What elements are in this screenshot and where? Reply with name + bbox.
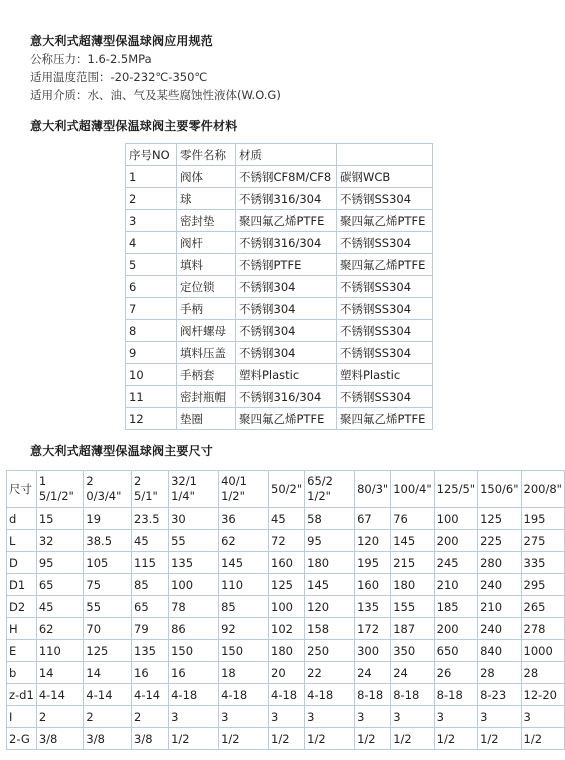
table-cell: 28	[521, 662, 564, 684]
table-cell: 4-18	[169, 684, 219, 706]
media-spec: 适用介质：水、油、气及某些腐蚀性液体(W.O.G)	[30, 88, 281, 102]
table-cell: 26	[434, 662, 477, 684]
table-cell: 垫圈	[177, 408, 236, 430]
table-cell: 300	[355, 640, 391, 662]
table-cell: 95	[305, 530, 355, 552]
table-cell: 4-14	[132, 684, 169, 706]
table-row	[126, 276, 433, 298]
table-cell: 50/2"	[269, 471, 305, 508]
table-cell: 92	[219, 618, 269, 640]
table-cell: 8-18	[391, 684, 434, 706]
table-cell: 85	[132, 574, 169, 596]
table-cell: 76	[391, 508, 434, 530]
table-cell: 3	[126, 210, 177, 232]
table-cell: 8	[126, 320, 177, 342]
table-row	[126, 320, 433, 342]
table-cell: 聚四氟乙烯PTFE	[337, 210, 433, 232]
table-cell: 200/8"	[521, 471, 564, 508]
table-cell: 158	[305, 618, 355, 640]
table-row	[7, 596, 565, 618]
table-cell: 78	[169, 596, 219, 618]
table-cell: 1 5/1/2"	[36, 471, 84, 508]
table-cell: 3	[219, 706, 269, 728]
table-row	[126, 166, 433, 188]
table-cell: 22	[305, 662, 355, 684]
table-cell: 4-18	[305, 684, 355, 706]
table-cell: 尺寸	[7, 471, 37, 508]
table-cell: 840	[478, 640, 521, 662]
table-cell: I	[7, 706, 37, 728]
table-cell: 125	[84, 640, 132, 662]
table-cell: 不锈钢SS304	[337, 188, 433, 210]
table-cell: 200	[434, 530, 477, 552]
table-cell: 不锈钢316/304	[236, 188, 337, 210]
table-cell: 手柄	[177, 298, 236, 320]
table-cell: 200	[434, 618, 477, 640]
table-cell: 4-14	[84, 684, 132, 706]
table-cell: 145	[391, 530, 434, 552]
table-row	[7, 530, 565, 552]
table-cell: 6	[126, 276, 177, 298]
table-cell: z-d1	[7, 684, 37, 706]
table-row	[7, 640, 565, 662]
table-cell: 135	[355, 596, 391, 618]
table-cell: 110	[36, 640, 84, 662]
table-cell: 不锈钢SS304	[337, 320, 433, 342]
table-row	[7, 618, 565, 640]
table-cell: 12-20	[521, 684, 564, 706]
table-cell: 250	[305, 640, 355, 662]
table-cell: 1/2	[355, 728, 391, 750]
table-cell: 36	[219, 508, 269, 530]
table-cell: 110	[219, 574, 269, 596]
table-cell: 手柄套	[177, 364, 236, 386]
table-cell: 67	[355, 508, 391, 530]
table-cell: 2-G	[7, 728, 37, 750]
table-cell: 2 0/3/4"	[84, 471, 132, 508]
table-cell: 不锈钢304	[236, 276, 337, 298]
table-cell: 1/2	[269, 728, 305, 750]
table-row	[7, 684, 565, 706]
table-cell: 不锈钢SS304	[337, 386, 433, 408]
table-cell	[337, 144, 433, 166]
table-cell: 16	[169, 662, 219, 684]
table-cell: 58	[305, 508, 355, 530]
table-cell: 20	[269, 662, 305, 684]
table-cell: 不锈钢SS304	[337, 232, 433, 254]
table-cell: 32/1 1/4"	[169, 471, 219, 508]
table-cell: 10	[126, 364, 177, 386]
table-cell: 38.5	[84, 530, 132, 552]
table-cell: 160	[269, 552, 305, 574]
table-cell: 65/2 1/2"	[305, 471, 355, 508]
table-cell: 2	[132, 706, 169, 728]
table-cell: 265	[521, 596, 564, 618]
table-cell: 阀体	[177, 166, 236, 188]
table-cell: D	[7, 552, 37, 574]
table-cell: 150	[169, 640, 219, 662]
table-cell: 45	[269, 508, 305, 530]
table-cell: 1/2	[478, 728, 521, 750]
table-cell: 30	[169, 508, 219, 530]
table-cell: 填料	[177, 254, 236, 276]
table-cell: 100	[269, 596, 305, 618]
dims-table	[6, 470, 565, 750]
table-cell: 4-14	[36, 684, 84, 706]
table-cell: E	[7, 640, 37, 662]
table-cell: 145	[219, 552, 269, 574]
table-cell: 3	[478, 706, 521, 728]
table-cell: 160	[355, 574, 391, 596]
parts-title: 意大利式超薄型保温球阀主要零件材料	[30, 119, 238, 133]
table-cell: 不锈钢304	[236, 342, 337, 364]
table-cell: 45	[36, 596, 84, 618]
table-cell: 不锈钢SS304	[337, 342, 433, 364]
table-cell: 65	[36, 574, 84, 596]
table-cell: 210	[434, 574, 477, 596]
table-cell: 不锈钢304	[236, 298, 337, 320]
table-cell: 155	[391, 596, 434, 618]
table-cell: 聚四氟乙烯PTFE	[236, 210, 337, 232]
table-cell: 14	[36, 662, 84, 684]
table-cell: 9	[126, 342, 177, 364]
dims-title: 意大利式超薄型保温球阀主要尺寸	[30, 444, 214, 458]
table-cell: 19	[84, 508, 132, 530]
table-cell: 3	[305, 706, 355, 728]
table-cell: 180	[391, 574, 434, 596]
spec-title: 意大利式超薄型保温球阀应用规范	[30, 34, 214, 48]
table-cell: 24	[391, 662, 434, 684]
table-row	[126, 298, 433, 320]
table-cell: 225	[478, 530, 521, 552]
table-cell: 4	[126, 232, 177, 254]
table-cell: 3	[169, 706, 219, 728]
table-cell: 72	[269, 530, 305, 552]
table-row	[7, 728, 565, 750]
table-cell: 28	[478, 662, 521, 684]
table-cell: H	[7, 618, 37, 640]
table-row	[7, 508, 565, 530]
table-cell: 135	[132, 640, 169, 662]
table-cell: 1/2	[434, 728, 477, 750]
table-cell: 215	[391, 552, 434, 574]
table-cell: 102	[269, 618, 305, 640]
table-cell: 65	[132, 596, 169, 618]
table-cell: 80/3"	[355, 471, 391, 508]
table-cell: 3	[355, 706, 391, 728]
table-cell: 150	[219, 640, 269, 662]
table-cell: 115	[132, 552, 169, 574]
table-cell: 32	[36, 530, 84, 552]
table-row	[7, 706, 565, 728]
table-cell: 75	[84, 574, 132, 596]
table-cell: 阀杆螺母	[177, 320, 236, 342]
table-cell: 不锈钢316/304	[236, 232, 337, 254]
table-cell: 密封垫	[177, 210, 236, 232]
table-cell: 45	[132, 530, 169, 552]
table-row	[7, 574, 565, 596]
temperature-spec: 适用温度范围：-20-232℃-350℃	[30, 70, 208, 84]
table-cell: 55	[169, 530, 219, 552]
table-cell: 62	[219, 530, 269, 552]
table-cell: 180	[269, 640, 305, 662]
table-cell: 1/2	[391, 728, 434, 750]
table-cell: 16	[132, 662, 169, 684]
table-cell: 1/2	[305, 728, 355, 750]
table-cell: 24	[355, 662, 391, 684]
table-cell: 210	[478, 596, 521, 618]
table-row	[126, 342, 433, 364]
table-cell: 不锈钢SS304	[337, 298, 433, 320]
table-cell: 23.5	[132, 508, 169, 530]
table-cell: 125/5"	[434, 471, 477, 508]
table-cell: 14	[84, 662, 132, 684]
table-row	[7, 662, 565, 684]
table-cell: 95	[36, 552, 84, 574]
table-cell: 245	[434, 552, 477, 574]
table-cell: 不锈钢CF8M/CF8	[236, 166, 337, 188]
table-cell: 85	[219, 596, 269, 618]
table-cell: D2	[7, 596, 37, 618]
table-cell: L	[7, 530, 37, 552]
table-cell: 1/2	[219, 728, 269, 750]
table-cell: 195	[521, 508, 564, 530]
table-cell: 3/8	[36, 728, 84, 750]
table-cell: 135	[169, 552, 219, 574]
pressure-spec: 公称压力：1.6-2.5MPa	[30, 52, 152, 66]
table-cell: 1000	[521, 640, 564, 662]
table-row	[126, 232, 433, 254]
table-cell: 不锈钢304	[236, 320, 337, 342]
table-cell: 180	[305, 552, 355, 574]
table-cell: 7	[126, 298, 177, 320]
table-cell: 定位锁	[177, 276, 236, 298]
table-row	[126, 254, 433, 276]
table-cell: 100/4"	[391, 471, 434, 508]
table-cell: 4-18	[269, 684, 305, 706]
table-cell: 3	[391, 706, 434, 728]
table-cell: 4-18	[219, 684, 269, 706]
table-header-row	[7, 471, 565, 508]
table-cell: 塑料Plastic	[337, 364, 433, 386]
table-cell: 125	[269, 574, 305, 596]
table-cell: 不锈钢SS304	[337, 276, 433, 298]
table-cell: 3/8	[84, 728, 132, 750]
table-cell: 275	[521, 530, 564, 552]
table-cell: 195	[355, 552, 391, 574]
table-cell: 2	[126, 188, 177, 210]
table-cell: D1	[7, 574, 37, 596]
table-cell: 79	[132, 618, 169, 640]
table-cell: 100	[169, 574, 219, 596]
table-cell: 335	[521, 552, 564, 574]
table-header-row	[126, 144, 433, 166]
table-cell: 240	[478, 618, 521, 640]
table-cell: 120	[305, 596, 355, 618]
table-cell: 280	[478, 552, 521, 574]
parts-table	[125, 143, 433, 430]
table-cell: 8-18	[434, 684, 477, 706]
table-cell: d	[7, 508, 37, 530]
table-cell: 12	[126, 408, 177, 430]
table-cell: 3	[521, 706, 564, 728]
table-cell: 11	[126, 386, 177, 408]
table-cell: 2 5/1"	[132, 471, 169, 508]
table-cell: 密封瓶帽	[177, 386, 236, 408]
table-cell: 145	[305, 574, 355, 596]
table-row	[126, 188, 433, 210]
table-cell: 序号NO	[126, 144, 177, 166]
table-cell: 塑料Plastic	[236, 364, 337, 386]
table-cell: 172	[355, 618, 391, 640]
table-cell: 105	[84, 552, 132, 574]
table-cell: 8-23	[478, 684, 521, 706]
table-cell: 8-18	[355, 684, 391, 706]
table-cell: 62	[36, 618, 84, 640]
table-cell: 3/8	[132, 728, 169, 750]
table-cell: 15	[36, 508, 84, 530]
table-row	[126, 408, 433, 430]
table-row	[7, 552, 565, 574]
table-cell: 240	[478, 574, 521, 596]
table-cell: 3	[434, 706, 477, 728]
table-cell: 1	[126, 166, 177, 188]
table-cell: 278	[521, 618, 564, 640]
table-cell: 187	[391, 618, 434, 640]
table-cell: 150/6"	[478, 471, 521, 508]
table-cell: 100	[434, 508, 477, 530]
table-cell: 125	[478, 508, 521, 530]
table-cell: 185	[434, 596, 477, 618]
table-cell: 碳钢WCB	[337, 166, 433, 188]
table-row	[126, 386, 433, 408]
table-cell: 650	[434, 640, 477, 662]
table-cell: 不锈钢PTFE	[236, 254, 337, 276]
table-cell: 零件名称	[177, 144, 236, 166]
table-cell: 295	[521, 574, 564, 596]
table-cell: 2	[36, 706, 84, 728]
table-cell: 70	[84, 618, 132, 640]
table-cell: 球	[177, 188, 236, 210]
table-cell: 1/2	[169, 728, 219, 750]
table-cell: 聚四氟乙烯PTFE	[337, 408, 433, 430]
table-cell: 2	[84, 706, 132, 728]
table-cell: 55	[84, 596, 132, 618]
table-cell: 120	[355, 530, 391, 552]
table-cell: 3	[269, 706, 305, 728]
table-cell: 350	[391, 640, 434, 662]
table-cell: 40/1 1/2"	[219, 471, 269, 508]
table-cell: 1/2	[521, 728, 564, 750]
table-cell: 填料压盖	[177, 342, 236, 364]
table-row	[126, 364, 433, 386]
table-cell: b	[7, 662, 37, 684]
table-cell: 5	[126, 254, 177, 276]
table-row	[126, 210, 433, 232]
table-cell: 不锈钢316/304	[236, 386, 337, 408]
table-cell: 材质	[236, 144, 337, 166]
table-cell: 86	[169, 618, 219, 640]
table-cell: 阀杆	[177, 232, 236, 254]
table-cell: 聚四氟乙烯PTFE	[337, 254, 433, 276]
table-cell: 聚四氟乙烯PTFE	[236, 408, 337, 430]
table-cell: 18	[219, 662, 269, 684]
